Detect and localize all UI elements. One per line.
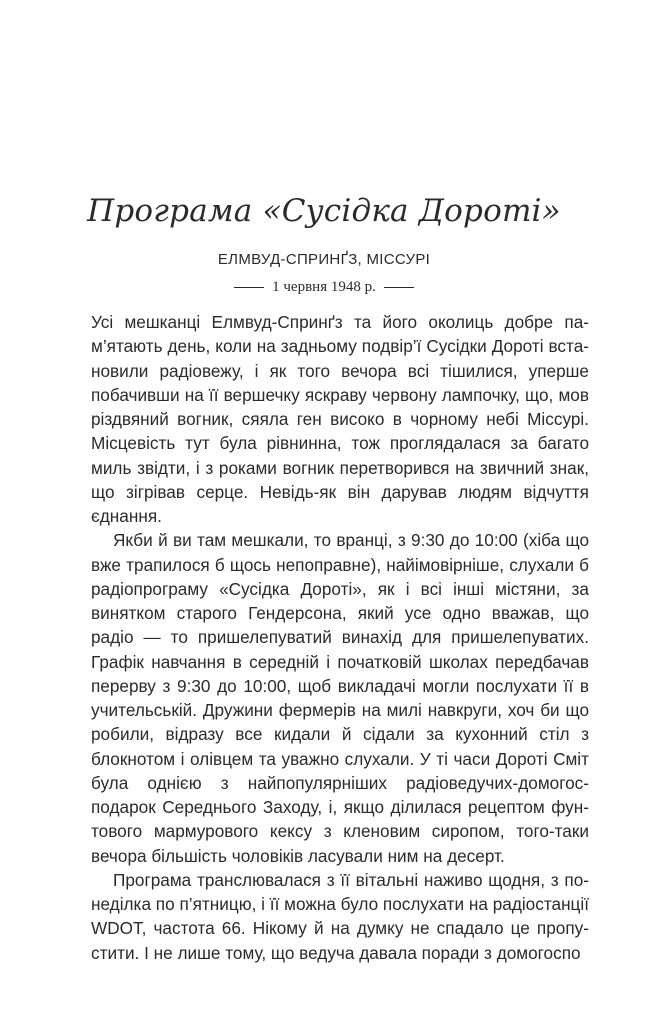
chapter-location: ЕЛМВУД-СПРИНҐЗ, МІССУРІ	[217, 251, 431, 268]
paragraph-2: Якби й ви там мешкали, то вранці, з 9:30 до 10:00 (хіба що вже трапилося б щось непоправне), найімовірніше, слухали б радіопрограму «Сусідка Дороті», як і всі інші містяни, за винятком старого Гендерсона, який усе одно вважав, що радіо — то пришелепуватий винахід для пришелепуватих. Графік навчання в середній і початковій школах передбачав перерву з 9:30 до 10:00, щоб викладачі могли послухати її в учительській. Дружини фермерів на милі навкруги, хоч би що робили, відразу все кидали й сідали за кухонний стіл з блокнотом і олівцем та уважно слухали. У ті часи Дороті Сміт була однією з найпопулярніших радіоведучих-домогосподарок Середнього Заходу, і, якщо ділилася рецептом фунтового мармурового кексу з кленовим сиропом, того-таки вечора більшість чоловіків ласували ним на десерт.	[91, 530, 589, 866]
right-dash-divider	[384, 287, 414, 288]
chapter-title: Програма «Сусідка Дороті»	[87, 193, 561, 229]
left-dash-divider	[234, 287, 264, 288]
chapter-date: 1 червня 1948 р.	[272, 279, 376, 295]
body-text	[91, 310, 589, 965]
chapter-date-line	[0, 279, 648, 296]
paragraph-3: Програма транслювалася з її вітальні наживо щодня, з понеділка по п’ятницю, і її можна було послухати на радіостанції WDOT, частота 66. Нікому й на думку не спадало це пропустити. І не лише тому, що ведуча давала поради з домогоспо	[91, 869, 589, 963]
paragraph-1: Усі мешканці Елмвуд-Спринґз та його околиць добре пам’ятають день, коли на задньому подвір’ї Сусідки Дороті встановили радіовежу, і як того вечора всі тішилися, уперше побачивши на її вершечку яскраву червону лампочку, що, мов різдвяний вогник, сяяла ген високо в чорному небі Міссурі. Місцевість тут була рівнинна, тож проглядалася за багато миль звідти, і з роками вогник перетворився на звичний знак, що зігрівав серце. Невідь-як він дарував людям відчуття єднання.	[91, 312, 589, 526]
